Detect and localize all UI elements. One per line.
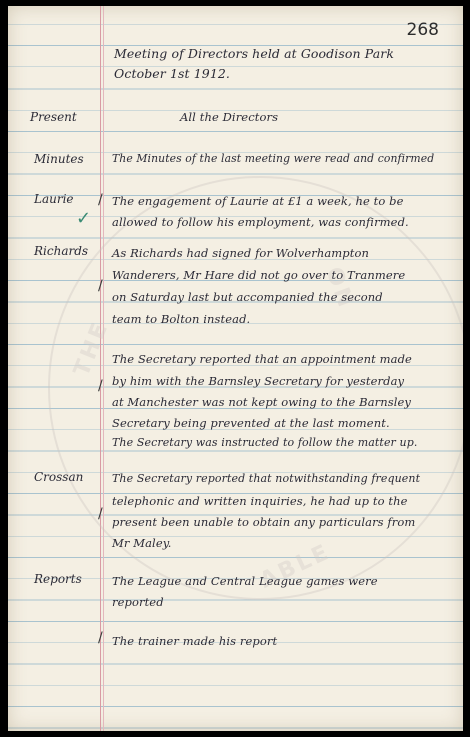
entry-text: by him with the Barnsley Secretary for yesterday [112, 374, 405, 388]
margin-label-reports: Reports [34, 572, 82, 586]
entry-text: telephonic and written inquiries, he had up to the [112, 494, 408, 508]
entry-text: on Saturday last but accompanied the second [112, 290, 383, 304]
entry-text: The League and Central League games were [112, 574, 378, 588]
entry-text: Wanderers, Mr Hare did not go over to Tranmere [112, 268, 406, 282]
entry-text: The engagement of Laurie at £1 a week, he to be [112, 194, 404, 208]
entry-text: The Secretary was instructed to follow the matter up. [112, 436, 418, 449]
green-check-icon: ✓ [76, 208, 92, 229]
margin-label-laurie: Laurie [34, 192, 74, 206]
page-number: 268 [406, 20, 439, 40]
entry-text: The Secretary reported that an appointment made [112, 352, 412, 366]
entry-text: present been unable to obtain any particulars from [112, 515, 416, 529]
watermark-seal [48, 176, 463, 600]
entry-text: The trainer made his report [112, 634, 278, 648]
tick-mark-icon: / [98, 192, 103, 208]
margin-label-crossan: Crossan [34, 470, 84, 484]
entry-text: The Minutes of the last meeting were read and confirmed [112, 152, 435, 165]
entry-text: The Secretary reported that notwithstanding frequent [112, 472, 421, 485]
entry-text: All the Directors [180, 110, 279, 124]
entry-text: Secretary being prevented at the last moment. [112, 416, 390, 430]
entry-text: team to Bolton instead. [112, 312, 251, 326]
watermark-text: ON [320, 263, 359, 314]
watermark-text: ABLE [256, 539, 335, 594]
tick-mark-icon: / [98, 630, 103, 646]
margin-label-present: Present [30, 110, 77, 124]
meeting-date: October 1st 1912. [114, 66, 230, 81]
tick-mark-icon: / [98, 506, 103, 522]
entry-text: at Manchester was not kept owing to the Barnsley [112, 395, 412, 409]
watermark-text: THE [69, 317, 115, 380]
entry-text: Mr Maley. [112, 536, 172, 550]
margin-label-richards: Richards [34, 244, 89, 258]
entry-text: allowed to follow his employment, was confirmed. [112, 215, 409, 229]
tick-mark-icon: / [98, 378, 103, 394]
meeting-heading: Meeting of Directors held at Goodison Park [114, 46, 394, 61]
entry-text: reported [112, 595, 164, 609]
ledger-page [8, 6, 463, 731]
margin-label-minutes: Minutes [34, 152, 84, 166]
tick-mark-icon: / [98, 278, 103, 294]
entry-text: As Richards had signed for Wolverhampton [112, 246, 370, 260]
